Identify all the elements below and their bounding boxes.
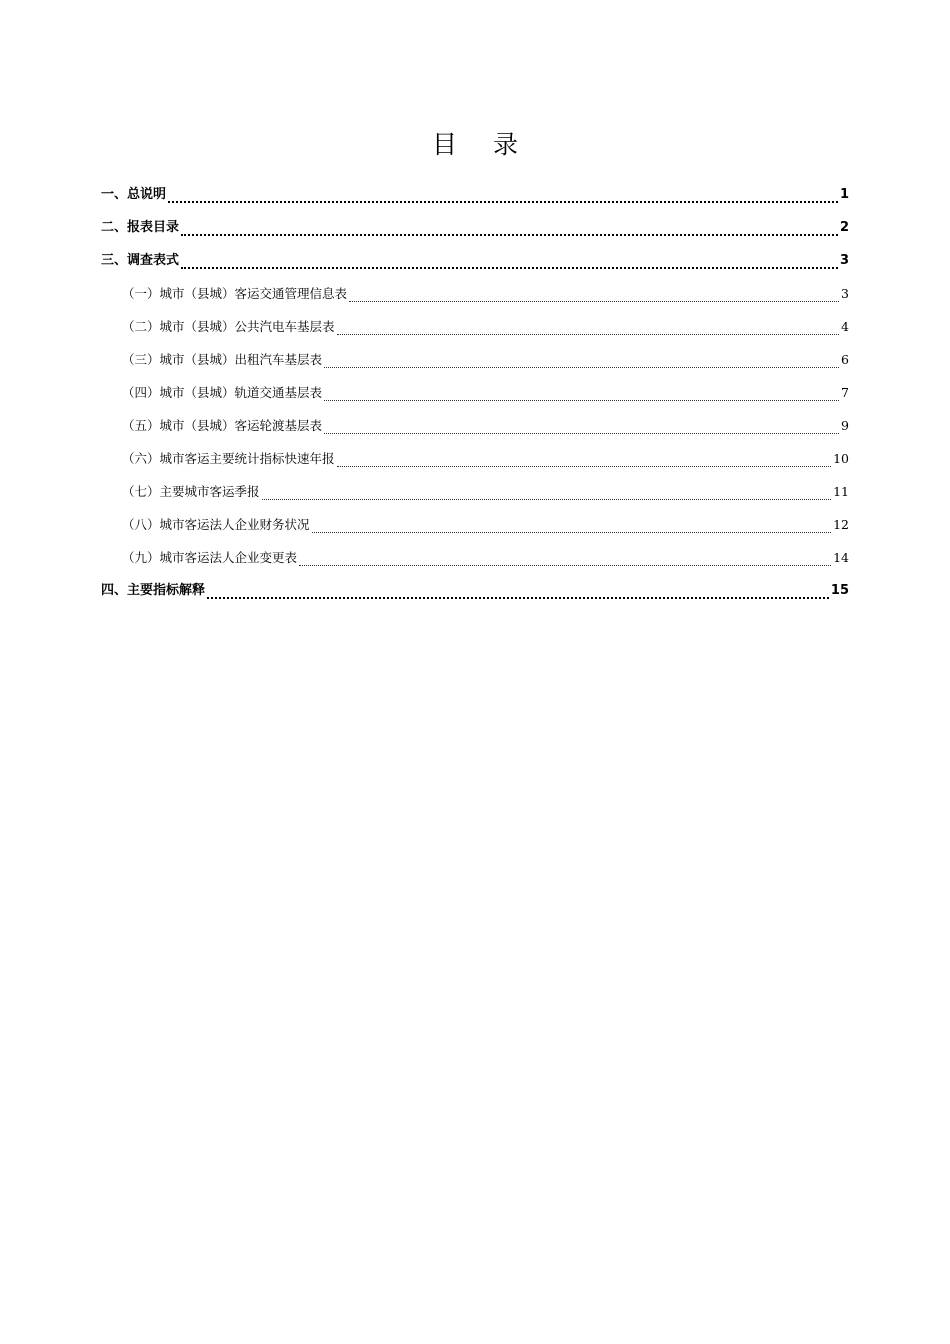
dot-leader bbox=[207, 585, 829, 601]
toc-entry-ferry[interactable] bbox=[101, 411, 849, 444]
toc-page-number: 3 bbox=[841, 286, 849, 301]
toc-page-number: 1 bbox=[839, 187, 849, 202]
toc-entry-label: （三）城市（县城）出租汽车基层表 bbox=[122, 352, 323, 367]
dot-leader bbox=[349, 288, 839, 304]
toc-entry-label: （七）主要城市客运季报 bbox=[122, 484, 260, 499]
dot-leader bbox=[324, 354, 839, 370]
toc-entry-report-catalog[interactable] bbox=[101, 213, 849, 246]
toc-page-number: 7 bbox=[841, 385, 849, 400]
toc-entry-taxi[interactable] bbox=[101, 345, 849, 378]
toc-entry-indicator-definitions[interactable] bbox=[101, 576, 849, 609]
toc-page-number: 4 bbox=[841, 319, 849, 334]
toc-entry-label: 三、调查表式 bbox=[101, 253, 180, 268]
toc-entry-passenger-transport-management[interactable] bbox=[101, 279, 849, 312]
toc-entry-bus-trolleybus[interactable] bbox=[101, 312, 849, 345]
toc-entry-label: 四、主要指标解释 bbox=[101, 583, 206, 598]
dot-leader bbox=[168, 189, 838, 205]
toc-page-number: 3 bbox=[839, 253, 849, 268]
dot-leader bbox=[299, 552, 831, 568]
dot-leader bbox=[337, 453, 832, 469]
toc-entry-enterprise-changes[interactable] bbox=[101, 543, 849, 576]
toc-page-number: 11 bbox=[833, 484, 849, 499]
dot-leader bbox=[312, 519, 832, 535]
toc-entry-label: （二）城市（县城）公共汽电车基层表 bbox=[122, 319, 335, 334]
dot-leader bbox=[337, 321, 839, 337]
page-title: 目 录 bbox=[432, 130, 532, 159]
toc-page-number: 2 bbox=[839, 220, 849, 235]
toc-entry-financial-status[interactable] bbox=[101, 510, 849, 543]
toc-entry-label: 一、总说明 bbox=[101, 187, 167, 202]
toc-page-number: 9 bbox=[841, 418, 849, 433]
toc-page-number: 12 bbox=[833, 517, 849, 532]
toc-page-number: 14 bbox=[833, 550, 849, 565]
toc-entry-label: （五）城市（县城）客运轮渡基层表 bbox=[122, 418, 323, 433]
toc-page-number: 6 bbox=[841, 352, 849, 367]
toc-page-number: 10 bbox=[833, 451, 849, 466]
toc-entry-general-description[interactable] bbox=[101, 180, 849, 213]
table-of-contents bbox=[101, 180, 849, 609]
toc-entry-survey-forms[interactable] bbox=[101, 246, 849, 279]
dot-leader bbox=[262, 486, 832, 502]
toc-entry-rail-transit[interactable] bbox=[101, 378, 849, 411]
toc-entry-quick-annual-report[interactable] bbox=[101, 444, 849, 477]
dot-leader bbox=[181, 255, 838, 271]
dot-leader bbox=[324, 420, 839, 436]
toc-entry-label: （八）城市客运法人企业财务状况 bbox=[122, 517, 310, 532]
toc-page-number: 15 bbox=[830, 583, 849, 598]
toc-entry-label: （九）城市客运法人企业变更表 bbox=[122, 550, 298, 565]
toc-entry-quarterly-report[interactable] bbox=[101, 477, 849, 510]
toc-entry-label: （六）城市客运主要统计指标快速年报 bbox=[122, 451, 335, 466]
toc-entry-label: （四）城市（县城）轨道交通基层表 bbox=[122, 385, 323, 400]
toc-entry-label: （一）城市（县城）客运交通管理信息表 bbox=[122, 286, 348, 301]
toc-entry-label: 二、报表目录 bbox=[101, 220, 180, 235]
dot-leader bbox=[181, 222, 838, 238]
dot-leader bbox=[324, 387, 839, 403]
